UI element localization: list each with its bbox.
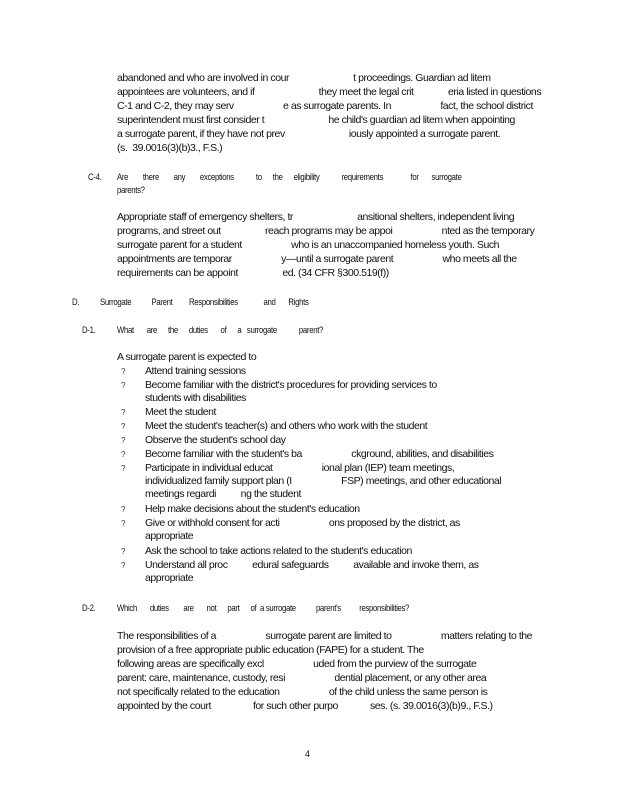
text-line: C-1 and C-2, they may serv e as surrogate parents. In fact, the school district xyxy=(117,100,533,112)
text-line: abandoned and who are involved in cour t proceedings. Guardian ad litem xyxy=(117,72,491,84)
question-text: Are there any exceptions to the eligibility requirements for surrogate xyxy=(117,172,462,183)
text-line: appointed by the court for such other purpo ses. (s. 39.0016(3)(b)9., F.S.) xyxy=(117,700,493,712)
list-item: Give or withhold consent for acti ons proposed by the district, as xyxy=(145,517,460,529)
bullet-icon: ? xyxy=(121,561,126,570)
text-line: provision of a free appropriate public education (FAPE) for a student. The xyxy=(117,644,424,656)
list-item: Become familiar with the district's procedures for providing services to xyxy=(145,379,437,391)
list-item-continuation: appropriate xyxy=(145,530,194,542)
bullet-icon: ? xyxy=(121,505,126,514)
text-line: following areas are specifically excl uded from the purview of the surrogate xyxy=(117,658,477,670)
bullet-icon: ? xyxy=(121,464,126,473)
list-item-continuation: students with disabilities xyxy=(145,392,246,404)
bullet-icon: ? xyxy=(121,519,126,528)
page-number: 4 xyxy=(305,749,311,759)
bullet-icon: ? xyxy=(121,547,126,556)
bullet-icon: ? xyxy=(121,381,126,390)
text-line: appointments are temporar y—until a surrogate parent who meets all the xyxy=(117,253,517,265)
section-title: Surrogate Parent Responsibilities and Rights xyxy=(100,297,309,308)
list-item: Participate in individual educat ional plan (IEP) team meetings, xyxy=(145,462,455,474)
text-line: a surrogate parent, if they have not prev iously appointed a surrogate parent. xyxy=(117,128,501,140)
text-line: not specifically related to the education of the child unless the same person is xyxy=(117,686,488,698)
text-line: Appropriate staff of emergency shelters, tr ansitional shelters, independent living xyxy=(117,211,515,223)
bullet-icon: ? xyxy=(121,422,126,431)
question-text: Which duties are not part of a surrogate parent's responsibilities? xyxy=(117,603,410,614)
list-item: Attend training sessions xyxy=(145,365,246,377)
text-line: superintendent must first consider t he child's guardian ad litem when appointing xyxy=(117,114,515,126)
text-line: surrogate parent for a student who is an unaccompanied homeless youth. Such xyxy=(117,239,500,251)
text-line: appointees are volunteers, and if they meet the legal crit eria listed in questions xyxy=(117,86,542,98)
list-item: Ask the school to take actions related to the student's education xyxy=(145,545,412,557)
text-line: requirements can be appoint ed. (34 CFR §300.519(f)) xyxy=(117,267,389,279)
list-item: Observe the student's school day xyxy=(145,434,286,446)
list-item: Meet the student's teacher(s) and others who work with the student xyxy=(145,420,428,432)
text-line: programs, and street out reach programs may be appoi nted as the temporary xyxy=(117,225,535,237)
list-item: Meet the student xyxy=(145,406,217,418)
list-item: Understand all proc edural safeguards available and invoke them, as xyxy=(145,559,479,571)
list-item-continuation: meetings regardi ng the student xyxy=(145,488,301,500)
bullet-icon: ? xyxy=(121,408,126,417)
text-line: (s. 39.0016(3)(b)3., F.S.) xyxy=(117,142,223,154)
bullet-icon: ? xyxy=(121,450,126,459)
list-item: Help make decisions about the student's education xyxy=(145,503,360,515)
text-line: parent: care, maintenance, custody, resi dential placement, or any other area xyxy=(117,672,487,684)
question-label: D-2. xyxy=(82,603,96,614)
list-item-continuation: individualized family support plan (I FSP) meetings, and other educational xyxy=(145,475,502,487)
question-text: parents? xyxy=(117,185,145,196)
question-text: What are the duties of a surrogate parent? xyxy=(117,325,324,336)
question-label: C-4. xyxy=(88,172,102,183)
list-item-continuation: appropriate xyxy=(145,572,194,584)
bullet-icon: ? xyxy=(121,436,126,445)
text-line: The responsibilities of a surrogate parent are limited to matters relating to the xyxy=(117,630,533,642)
question-label: D-1. xyxy=(82,325,96,336)
list-item: Become familiar with the student's ba ckground, abilities, and disabilities xyxy=(145,448,494,460)
bullet-icon: ? xyxy=(121,367,126,376)
section-letter: D. xyxy=(72,297,80,308)
list-intro: A surrogate parent is expected to xyxy=(117,351,257,363)
